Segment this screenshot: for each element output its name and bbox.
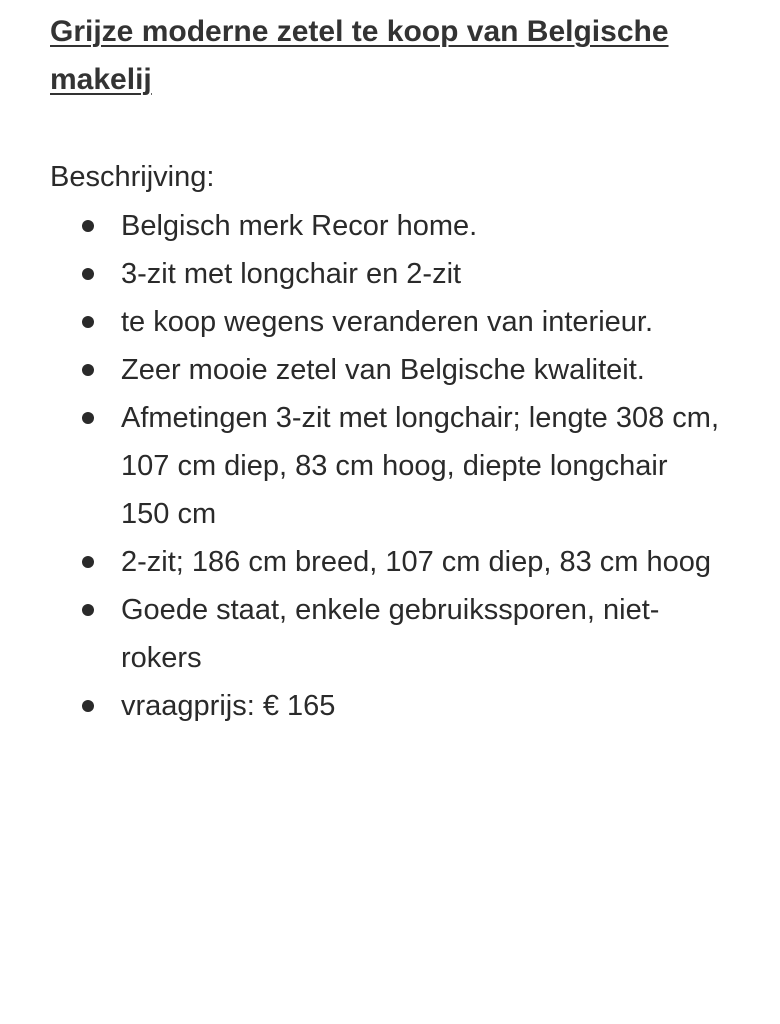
listing-document <box>50 0 750 730</box>
list-item <box>50 250 721 298</box>
bullet-dot-icon <box>82 268 94 280</box>
list-item <box>50 298 721 346</box>
listing-title: Grijze moderne zetel te koop van Belgische makelij <box>50 15 669 96</box>
list-item-text: Zeer mooie zetel van Belgische kwaliteit. <box>121 354 645 386</box>
bullet-dot-icon <box>82 556 94 568</box>
list-item <box>50 346 721 394</box>
bullet-dot-icon <box>82 604 94 616</box>
bullet-dot-icon <box>82 412 94 424</box>
description-list <box>50 202 750 730</box>
list-item <box>50 586 721 682</box>
list-item-text: Afmetingen 3-zit met longchair; lengte 308 cm, 107 cm diep, 83 cm hoog, diepte longchair 150 cm <box>121 402 720 530</box>
bullet-dot-icon <box>82 364 94 376</box>
description-label: Beschrijving: <box>50 161 215 193</box>
bullet-dot-icon <box>82 316 94 328</box>
bullet-dot-icon <box>82 220 94 232</box>
list-item-text: vraagprijs: € 165 <box>121 690 336 722</box>
list-item-text: Goede staat, enkele gebruikssporen, niet-rokers <box>121 594 660 674</box>
list-item-text: 2-zit; 186 cm breed, 107 cm diep, 83 cm hoog <box>121 546 711 578</box>
list-item <box>50 682 721 730</box>
list-item-text: 3-zit met longchair en 2-zit <box>121 258 462 290</box>
list-item-text: te koop wegens veranderen van interieur. <box>121 306 654 338</box>
bullet-dot-icon <box>82 700 94 712</box>
list-item <box>50 394 721 538</box>
list-item <box>50 202 721 250</box>
list-item-text: Belgisch merk Recor home. <box>121 210 478 242</box>
list-item <box>50 538 721 586</box>
